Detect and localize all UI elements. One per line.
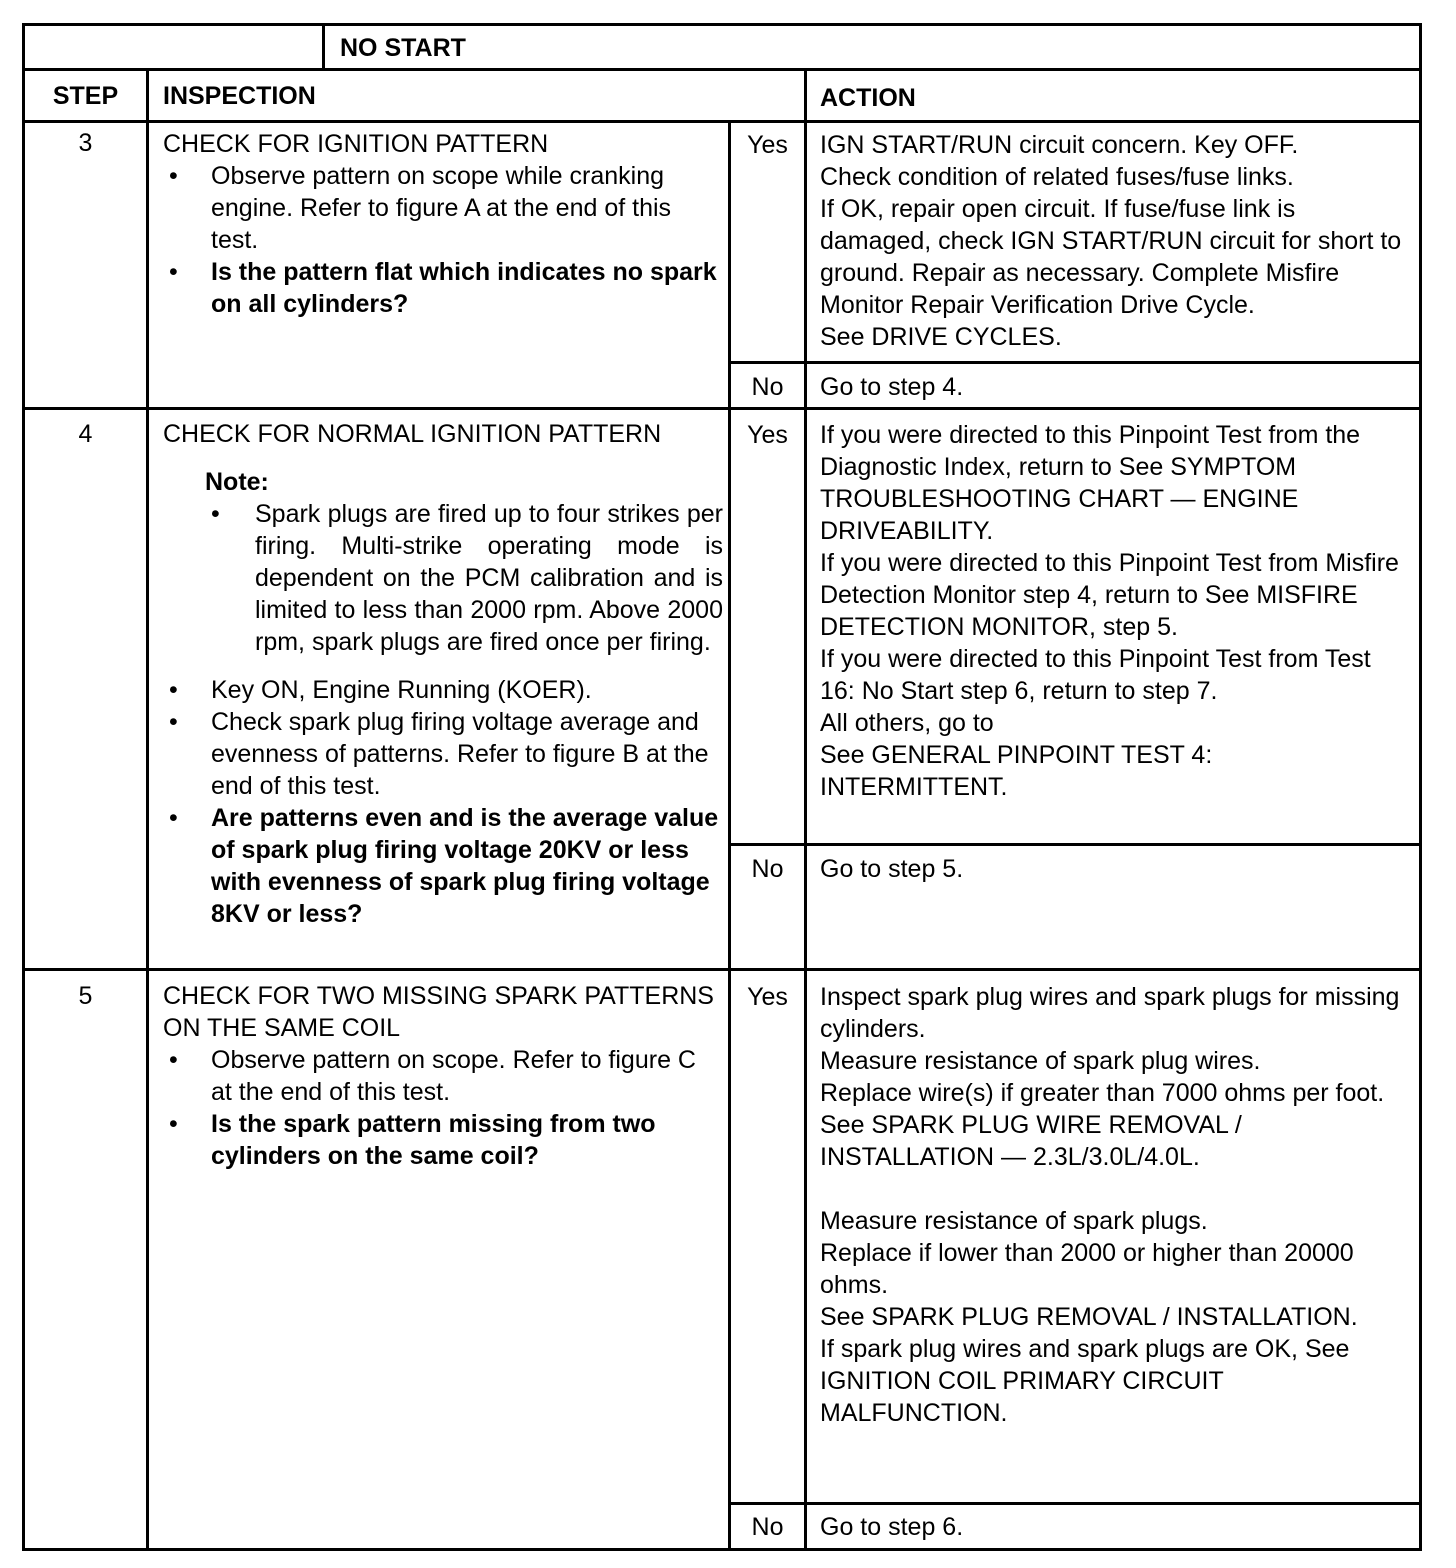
action-line: If you were directed to this Pinpoint Test from Misfire Detection Monitor step 4, return to See MISFIRE DETECTION MONITOR, step 5. xyxy=(820,549,1399,641)
step-number: 5 xyxy=(78,982,93,1010)
action-line: See SPARK PLUG REMOVAL / INSTALLATION. xyxy=(820,1303,1358,1331)
action-line: Replace wire(s) if greater than 7000 ohms per foot. xyxy=(820,1079,1385,1107)
yes-label: Yes xyxy=(747,131,788,159)
yes-action xyxy=(820,129,1412,353)
header-inspection: INSPECTION xyxy=(163,82,316,110)
note-bullet: • Spark plugs are fired up to four strikes per firing. Multi-strike operating mode is dependent on the PCM calibration and is limited to less than 2000 rpm. Above 2000 rpm, spark plugs are fired once per firing. xyxy=(205,498,723,658)
no-action: Go to step 4. xyxy=(820,373,964,401)
action-line: IGN START/RUN circuit concern. Key OFF. xyxy=(820,131,1299,159)
rule-bottom xyxy=(22,1548,1422,1551)
action-line: See SPARK PLUG WIRE REMOVAL / INSTALLATION — 2.3L/3.0L/4.0L. xyxy=(820,1111,1242,1171)
inspection-bullet: • Key ON, Engine Running (KOER). xyxy=(163,674,723,706)
inspection-heading: CHECK FOR TWO MISSING SPARK PATTERNS ON THE SAME COIL xyxy=(163,982,714,1042)
rule-step3-yes-no xyxy=(730,361,1422,364)
paragraph-gap xyxy=(820,1173,1410,1205)
yes-action xyxy=(820,419,1405,803)
header-action: ACTION xyxy=(820,84,916,112)
action-line: If you were directed to this Pinpoint Test from Test 16: No Start step 6, return to step 7. xyxy=(820,645,1371,705)
rule-yesno-col xyxy=(728,120,731,1551)
inspection-bullets xyxy=(163,160,723,320)
rule-step4-bottom xyxy=(22,968,1422,971)
rule-step3-bottom xyxy=(22,407,1422,410)
rule-left xyxy=(22,23,25,1551)
inspection-question: • Is the spark pattern missing from two cylinders on the same coil? xyxy=(163,1108,723,1172)
rule-step4-yes-no xyxy=(730,843,1422,846)
note-block xyxy=(163,466,723,658)
inspection-cell xyxy=(163,418,723,930)
action-line: Inspect spark plug wires and spark plugs for missing cylinders. xyxy=(820,983,1400,1043)
rule-step5-yes-no xyxy=(730,1502,1422,1505)
no-action: Go to step 5. xyxy=(820,855,964,883)
action-line: Check condition of related fuses/fuse links. xyxy=(820,163,1294,191)
rule-right xyxy=(1419,23,1422,1551)
action-line: Measure resistance of spark plug wires. xyxy=(820,1047,1261,1075)
note-bullets xyxy=(205,498,723,658)
action-line: See GENERAL PINPOINT TEST 4: INTERMITTENT. xyxy=(820,741,1213,801)
inspection-bullet: • Check spark plug firing voltage average and evenness of patterns. Refer to figure B at the end of this test. xyxy=(163,706,723,802)
step-number: 4 xyxy=(78,420,93,448)
action-line: Replace if lower than 2000 or higher than 20000 ohms. xyxy=(820,1239,1354,1299)
inspection-question: • Is the pattern flat which indicates no spark on all cylinders? xyxy=(163,256,723,320)
inspection-bullet: • Observe pattern on scope. Refer to figure C at the end of this test. xyxy=(163,1044,723,1108)
no-label: No xyxy=(751,855,784,883)
step-number: 3 xyxy=(78,129,93,157)
inspection-bullets xyxy=(163,1044,723,1172)
rule-header-bottom xyxy=(22,120,1422,123)
action-line: All others, go to xyxy=(820,709,994,737)
inspection-cell xyxy=(163,128,723,320)
action-line: If spark plug wires and spark plugs are OK, See IGNITION COIL PRIMARY CIRCUIT MALFUNCTION. xyxy=(820,1335,1350,1427)
rule-action-col xyxy=(804,68,807,1551)
no-action: Go to step 6. xyxy=(820,1513,964,1541)
rule-title-bottom xyxy=(22,68,1422,71)
inspection-bullet: • Observe pattern on scope while cranking engine. Refer to figure A at the end of this test. xyxy=(163,160,723,256)
rule-top xyxy=(22,23,1422,26)
no-label: No xyxy=(751,1513,784,1541)
action-line: If OK, repair open circuit. If fuse/fuse link is damaged, check IGN START/RUN circuit for short to ground. Repair as necessary. Complete Misfire Monitor Repair Verification Drive Cycle. xyxy=(820,195,1402,319)
header-step: STEP xyxy=(52,82,119,110)
yes-label: Yes xyxy=(747,983,788,1011)
page-title: NO START xyxy=(340,34,466,62)
action-line: If you were directed to this Pinpoint Test from the Diagnostic Index, return to See SYMPTOM TROUBLESHOOTING CHART — ENGINE DRIVEABILITY. xyxy=(820,421,1361,545)
yes-action xyxy=(820,981,1410,1429)
action-line: See DRIVE CYCLES. xyxy=(820,323,1062,351)
inspection-cell xyxy=(163,980,723,1172)
inspection-heading: CHECK FOR IGNITION PATTERN xyxy=(163,130,549,158)
rule-step-col xyxy=(146,68,149,1551)
action-line: Measure resistance of spark plugs. xyxy=(820,1207,1208,1235)
rule-title-split xyxy=(322,23,325,71)
yes-label: Yes xyxy=(747,421,788,449)
inspection-heading: CHECK FOR NORMAL IGNITION PATTERN xyxy=(163,420,662,448)
inspection-bullets xyxy=(163,674,723,930)
no-label: No xyxy=(751,373,784,401)
inspection-question: • Are patterns even and is the average value of spark plug firing voltage 20KV or less with evenness of spark plug firing voltage 8KV or less? xyxy=(163,802,723,930)
note-label: Note: xyxy=(205,468,269,496)
